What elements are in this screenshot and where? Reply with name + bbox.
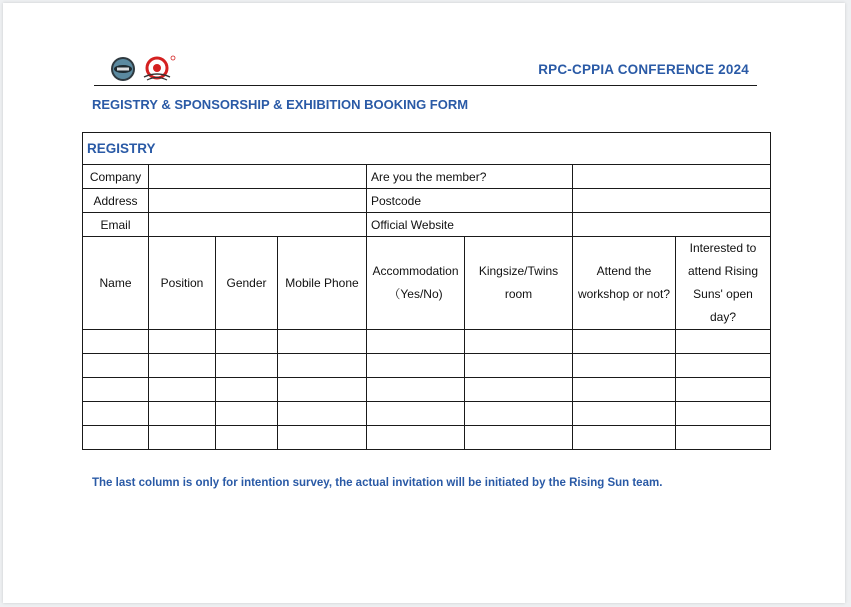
openday-line-4: day?: [709, 310, 737, 324]
conference-title: RPC-CPPIA CONFERENCE 2024: [538, 62, 749, 77]
logo-group: [109, 55, 181, 83]
workshop-line-1: Attend the: [596, 264, 652, 278]
website-label: Official Website: [367, 213, 573, 237]
position-cell[interactable]: [149, 402, 216, 426]
name-cell[interactable]: [83, 402, 149, 426]
member-input[interactable]: [573, 165, 771, 189]
address-label: Address: [83, 189, 149, 213]
address-input[interactable]: [149, 189, 367, 213]
open-day-cell[interactable]: [676, 354, 771, 378]
partner-logo-icon: [109, 55, 139, 83]
gender-cell[interactable]: [216, 402, 278, 426]
attendee-row: [83, 402, 771, 426]
position-cell[interactable]: [149, 354, 216, 378]
column-header-accommodation: [367, 237, 465, 330]
column-header-gender: Gender: [216, 237, 278, 330]
registry-section-label: REGISTRY: [83, 133, 771, 165]
workshop-cell[interactable]: [573, 354, 676, 378]
openday-line-1: Interested to: [689, 241, 757, 255]
accommodation-line-2: （Yes/No): [388, 287, 443, 301]
attendee-row: [83, 378, 771, 402]
attendee-row: [83, 330, 771, 354]
postcode-label: Postcode: [367, 189, 573, 213]
registry-table: [82, 132, 771, 450]
header-divider: [94, 85, 757, 86]
footnote: The last column is only for intention survey, the actual invitation will be initiated by the Rising Sun team.: [92, 477, 663, 489]
workshop-cell[interactable]: [573, 330, 676, 354]
room-cell[interactable]: [465, 378, 573, 402]
room-line-2: room: [504, 287, 533, 301]
member-label: Are you the member?: [367, 165, 573, 189]
name-cell[interactable]: [83, 426, 149, 450]
open-day-cell[interactable]: [676, 426, 771, 450]
postcode-input[interactable]: [573, 189, 771, 213]
position-cell[interactable]: [149, 426, 216, 450]
position-cell[interactable]: [149, 330, 216, 354]
column-header-mobile: Mobile Phone: [278, 237, 367, 330]
position-cell[interactable]: [149, 378, 216, 402]
gender-cell[interactable]: [216, 354, 278, 378]
room-cell[interactable]: [465, 426, 573, 450]
open-day-cell[interactable]: [676, 330, 771, 354]
column-header-workshop: [573, 237, 676, 330]
mobile-cell[interactable]: [278, 402, 367, 426]
accommodation-cell[interactable]: [367, 330, 465, 354]
gender-cell[interactable]: [216, 378, 278, 402]
accommodation-line-1: Accommodation: [372, 264, 459, 278]
column-header-name: Name: [83, 237, 149, 330]
mobile-cell[interactable]: [278, 330, 367, 354]
openday-line-2: attend Rising: [687, 264, 759, 278]
room-line-1: Kingsize/Twins: [478, 264, 559, 278]
workshop-cell[interactable]: [573, 378, 676, 402]
column-header-room: [465, 237, 573, 330]
gender-cell[interactable]: [216, 330, 278, 354]
open-day-cell[interactable]: [676, 402, 771, 426]
room-cell[interactable]: [465, 354, 573, 378]
gender-cell[interactable]: [216, 426, 278, 450]
room-cell[interactable]: [465, 330, 573, 354]
open-day-cell[interactable]: [676, 378, 771, 402]
attendee-header-row: [83, 237, 771, 330]
form-title: REGISTRY & SPONSORSHIP & EXHIBITION BOOKING FORM: [92, 97, 469, 112]
workshop-cell[interactable]: [573, 426, 676, 450]
company-label: Company: [83, 165, 149, 189]
email-input[interactable]: [149, 213, 367, 237]
accommodation-cell[interactable]: [367, 378, 465, 402]
accommodation-cell[interactable]: [367, 354, 465, 378]
column-header-open-day: [676, 237, 771, 330]
accommodation-cell[interactable]: [367, 426, 465, 450]
form-page: [3, 3, 845, 603]
rising-sun-logo-icon: [139, 55, 181, 83]
website-input[interactable]: [573, 213, 771, 237]
column-header-position: Position: [149, 237, 216, 330]
name-cell[interactable]: [83, 378, 149, 402]
workshop-cell[interactable]: [573, 402, 676, 426]
name-cell[interactable]: [83, 330, 149, 354]
room-cell[interactable]: [465, 402, 573, 426]
company-input[interactable]: [149, 165, 367, 189]
attendee-row: [83, 426, 771, 450]
email-label: Email: [83, 213, 149, 237]
name-cell[interactable]: [83, 354, 149, 378]
accommodation-cell[interactable]: [367, 402, 465, 426]
attendee-row: [83, 354, 771, 378]
workshop-line-2: workshop or not?: [577, 287, 671, 301]
mobile-cell[interactable]: [278, 378, 367, 402]
mobile-cell[interactable]: [278, 354, 367, 378]
openday-line-3: Suns' open: [693, 287, 753, 301]
mobile-cell[interactable]: [278, 426, 367, 450]
